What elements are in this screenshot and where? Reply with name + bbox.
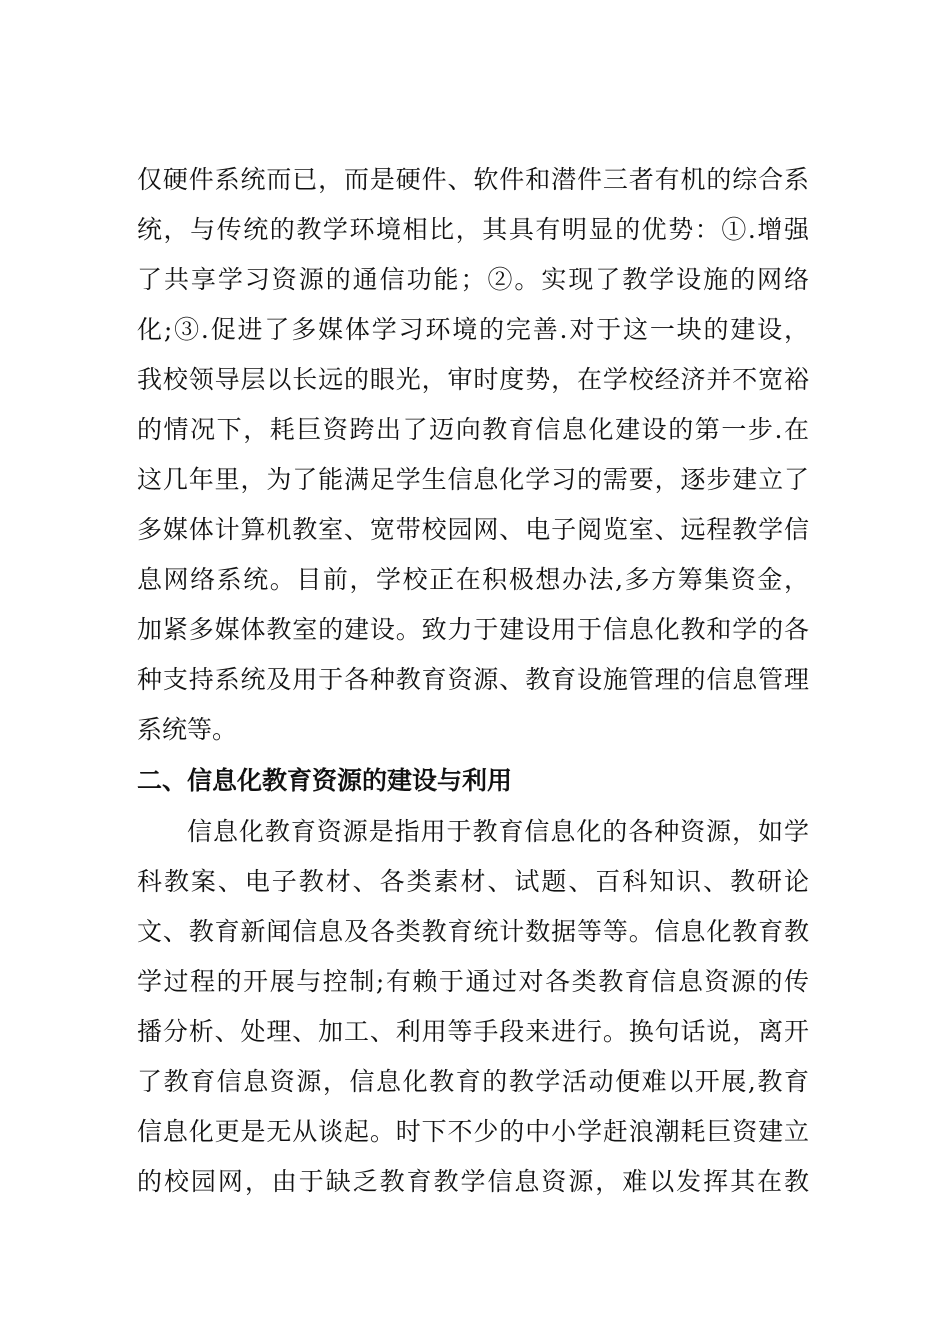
- text-line: 多媒体计算机教室、宽带校园网、电子阅览室、远程教学信: [137, 515, 809, 544]
- text-line: 加紧多媒体教室的建设。致力于建设用于信息化教和学的各: [137, 615, 809, 644]
- text-line: 播分析、处理、加工、利用等手段来进行。换句话说，离开: [137, 1017, 809, 1046]
- text-line: 信息化教育资源是指用于教育信息化的各种资源，如学: [187, 817, 809, 846]
- text-line: 我校领导层以长远的眼光，审时度势，在学校经济并不宽裕: [137, 365, 809, 394]
- text-line: 的情况下，耗巨资跨出了迈向教育信息化建设的第一步.在: [137, 415, 809, 444]
- text-line: 了共享学习资源的通信功能；②。实现了教学设施的网络: [137, 265, 809, 294]
- text-line: 种支持系统及用于各种教育资源、教育设施管理的信息管理: [137, 665, 809, 694]
- text-line: 化;③.促进了多媒体学习环境的完善.对于这一块的建设，: [137, 315, 809, 344]
- text-line: 信息化更是无从谈起。时下不少的中小学赶浪潮耗巨资建立: [137, 1117, 809, 1146]
- section-heading: 二、信息化教育资源的建设与利用: [137, 766, 513, 795]
- text-line: 息网络系统。目前，学校正在积极想办法,多方筹集资金，: [137, 565, 809, 594]
- text-line: 系统等。: [137, 715, 238, 744]
- text-line: 文、教育新闻信息及各类教育统计数据等等。信息化教育教: [137, 917, 809, 946]
- text-line: 科教案、电子教材、各类素材、试题、百科知识、教研论: [137, 867, 809, 896]
- text-line: 的校园网，由于缺乏教育教学信息资源，难以发挥其在教: [137, 1167, 809, 1196]
- text-line: 学过程的开展与控制;有赖于通过对各类教育信息资源的传: [137, 967, 809, 996]
- paragraph-hardware-software: [137, 155, 809, 755]
- paragraph-education-resources: [137, 807, 809, 1207]
- text-line: 仅硬件系统而已，而是硬件、软件和潜件三者有机的综合系: [137, 165, 809, 194]
- text-line: 这几年里，为了能满足学生信息化学习的需要，逐步建立了: [137, 465, 809, 494]
- text-line: 了教育信息资源，信息化教育的教学活动便难以开展,教育: [137, 1067, 809, 1096]
- text-line: 统，与传统的教学环境相比，其具有明显的优势：①.增强: [137, 215, 809, 244]
- document-body: [137, 155, 809, 1207]
